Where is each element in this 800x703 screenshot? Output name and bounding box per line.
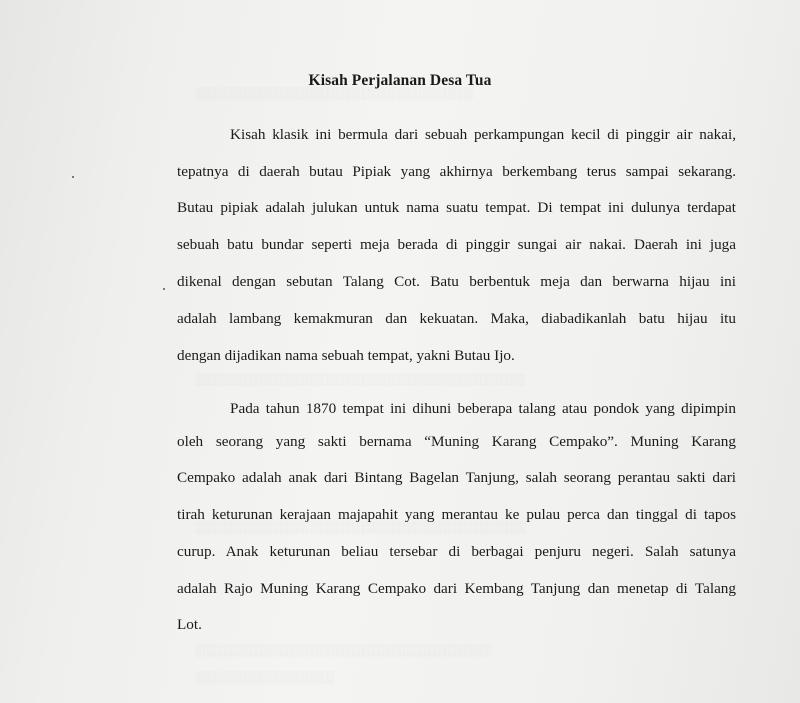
bleed-through-text: ░░░░░░░░░░░░░░░░░░░░░░░░░░░░░░░░░░░░░░ bbox=[195, 520, 526, 534]
paragraph-1-line-1: Kisah klasik ini bermula dari sebuah perkampungan kecil di pinggir air nakai, bbox=[230, 126, 736, 143]
paragraph-1-line-7: dengan dijadikan nama sebuah tempat, yakni Butau Ijo. bbox=[177, 347, 515, 364]
paragraph-2-line-6: adalah Rajo Muning Karang Cempako dari Kembang Tanjung dan menetap di Talang bbox=[177, 580, 736, 597]
paragraph-2-line-7: Lot. bbox=[177, 616, 202, 633]
bleed-through-text: ░░░░░░░░░░░░░░░░░░░░░░░░░░░░░░░░░░░░░░ bbox=[195, 372, 526, 386]
paragraph-2-line-2: oleh seorang yang sakti bernama “Muning Karang Cempako”. Muning Karang bbox=[177, 433, 736, 450]
dust-speck bbox=[163, 288, 165, 290]
paragraph-2-line-1: Pada tahun 1870 tempat ini dihuni beberapa talang atau pondok yang dipimpin bbox=[230, 400, 736, 417]
paragraph-1-line-6: adalah lambang kemakmuran dan kekuatan. Maka, diabadikanlah batu hijau itu bbox=[177, 310, 736, 327]
paragraph-2-line-5: curup. Anak keturunan beliau tersebar di berbagai penjuru negeri. Salah satunya bbox=[177, 543, 736, 560]
paragraph-1-line-3: Butau pipiak adalah julukan untuk nama suatu tempat. Di tempat ini dulunya terdapat bbox=[177, 199, 736, 216]
paragraph-1-line-5: dikenal dengan sebutan Talang Cot. Batu berbentuk meja dan berwarna hijau ini bbox=[177, 273, 736, 290]
bleed-through-text: ░░░░░░░░░░░░░░░░ bbox=[195, 670, 335, 684]
dust-speck bbox=[72, 176, 74, 178]
paragraph-2-line-3: Cempako adalah anak dari Bintang Bagelan Tanjung, salah seorang perantau sakti dari bbox=[177, 469, 736, 486]
document-title: Kisah Perjalanan Desa Tua bbox=[308, 72, 492, 89]
paragraph-2-line-4: tirah keturunan kerajaan majapahit yang merantau ke pulau perca dan tinggal di tapos bbox=[177, 506, 736, 523]
paragraph-1-line-2: tepatnya di daerah butau Pipiak yang akhirnya berkembang terus sampai sekarang. bbox=[177, 163, 736, 180]
bleed-through-text: ░░░░░░░░░░░░░░░░░░░░░░░░░░░░░░░░ bbox=[195, 86, 474, 100]
bleed-through-text: ░░░░░░░░░░░░░░░░░░░░░░░░░░░░░░░░░░ bbox=[195, 643, 491, 657]
paragraph-1-line-4: sebuah batu bundar seperti meja berada di pinggir sungai air nakai. Daerah ini juga bbox=[177, 236, 736, 253]
